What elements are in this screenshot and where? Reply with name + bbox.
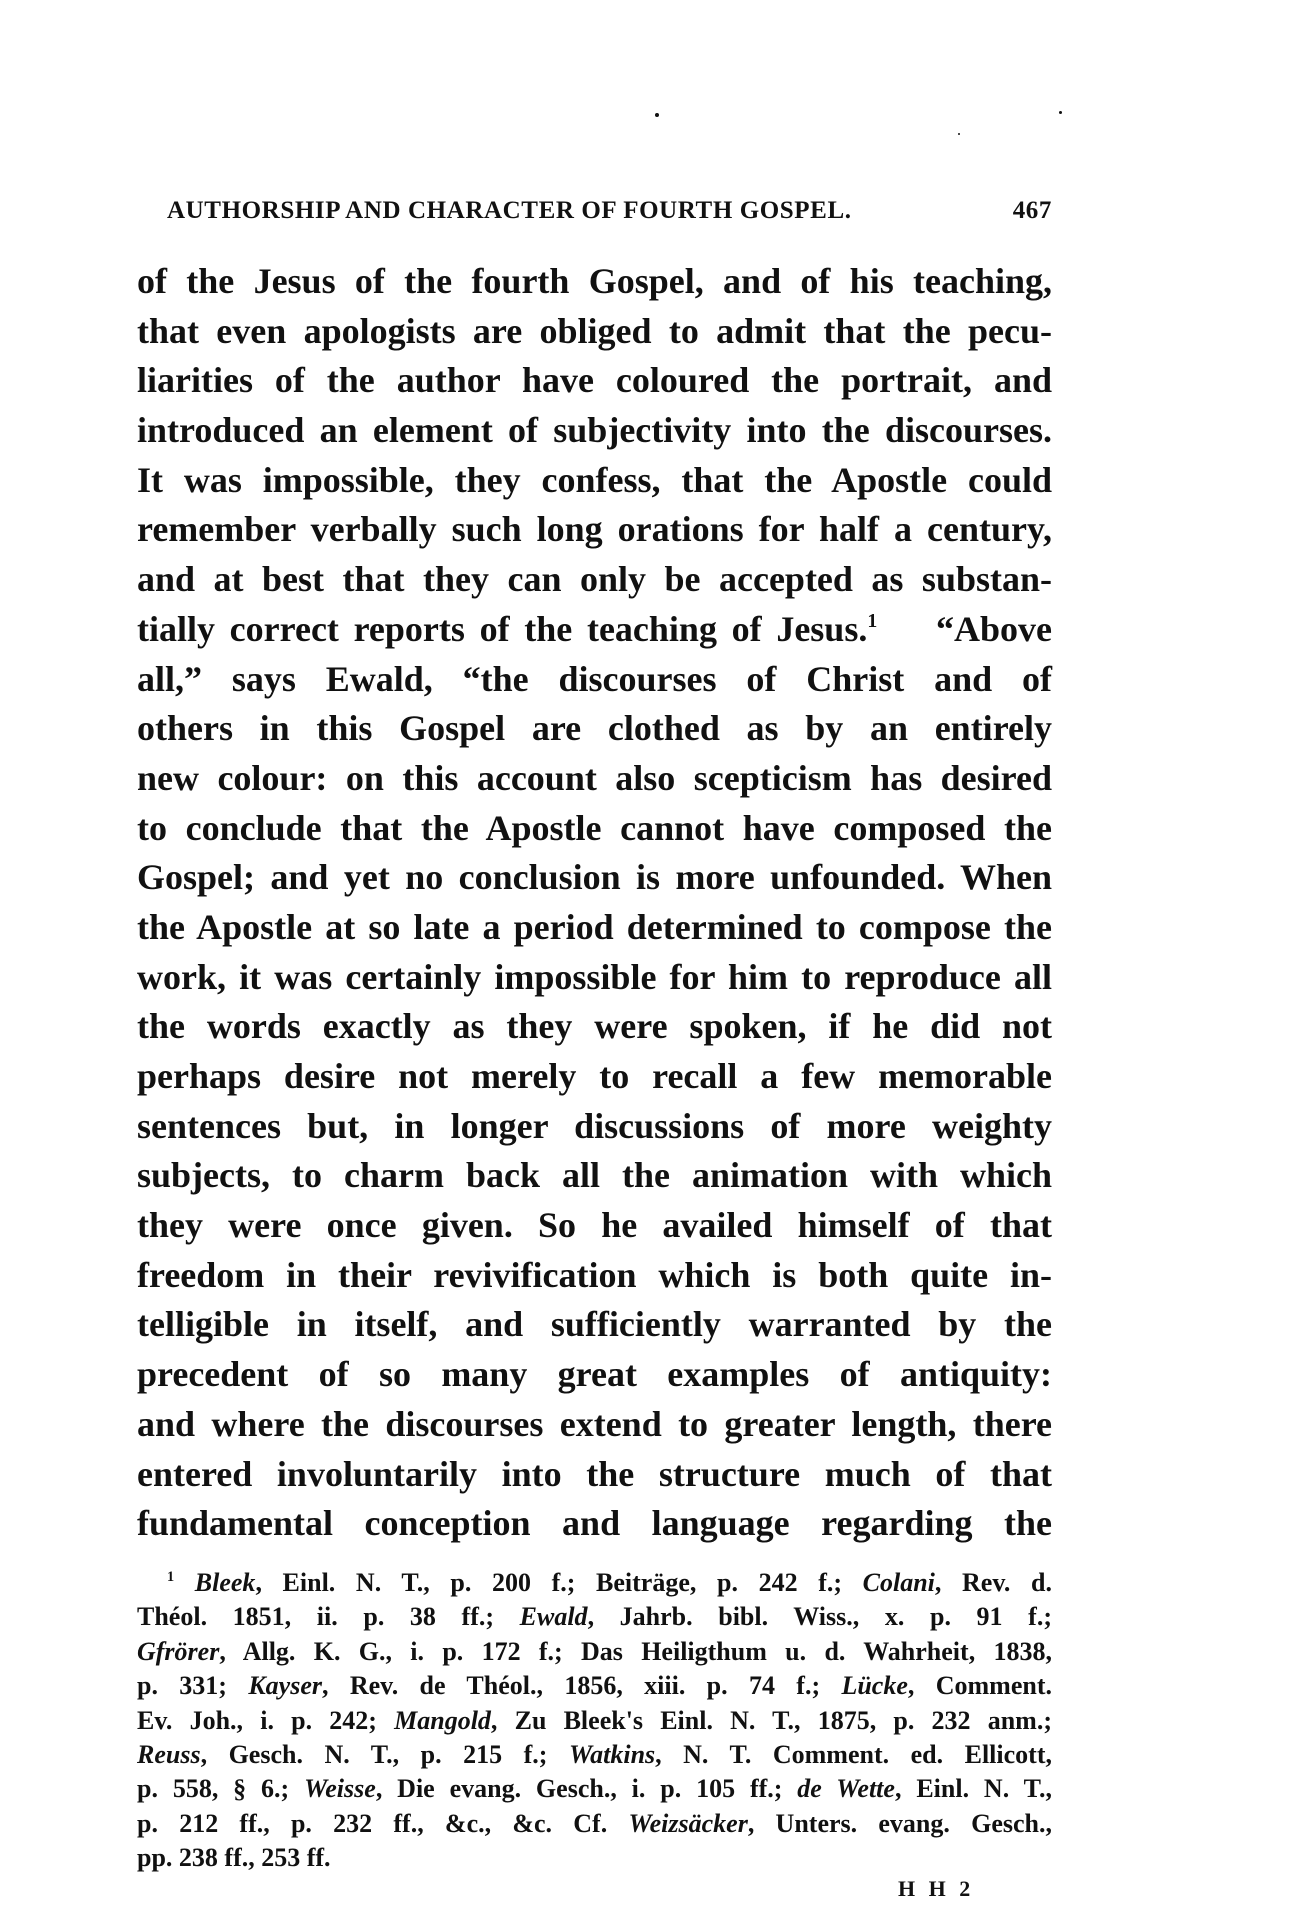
footnote-marker: 1 bbox=[167, 1569, 175, 1585]
running-title: AUTHORSHIP AND CHARACTER OF FOURTH GOSPEL. bbox=[167, 197, 852, 224]
body-line: perhaps desire not merely to recall a few memorable bbox=[137, 1056, 1052, 1096]
cited-author: Watkins bbox=[568, 1739, 656, 1769]
scan-speck bbox=[1059, 111, 1062, 114]
footnote-line: Théol. 1851, ii. p. 38 ff.; Ewald, Jahrb. bibl. Wiss., x. p. 91 f.; bbox=[137, 1602, 1052, 1632]
cited-author: Weisse bbox=[304, 1774, 376, 1804]
scan-speck bbox=[958, 133, 960, 135]
body-line: remember verbally such long orations for half a century, bbox=[137, 509, 1052, 550]
cited-author: Colani bbox=[862, 1568, 935, 1597]
signature-mark: H H 2 bbox=[898, 1876, 975, 1901]
body-line: all,” says Ewald, “the discourses of Christ and of bbox=[137, 658, 1052, 699]
body-line: subjects, to charm back all the animation with which bbox=[137, 1155, 1052, 1196]
footnote-reference[interactable]: 1 bbox=[867, 609, 878, 632]
body-line: the Apostle at so late a period determined to compose the bbox=[137, 906, 1052, 947]
footnotes bbox=[137, 1566, 1052, 1876]
scan-speck bbox=[655, 113, 659, 117]
footnote-line: pp. 238 ff., 253 ff. bbox=[137, 1843, 331, 1873]
body-line: tially correct reports of the teaching of Jesus.$^1$ “Above bbox=[137, 608, 1053, 649]
footnote-line: $^1$ Bleek, Einl. N. T., p. 200 f.; Beiträge, p. 242 f.; Colani, Rev. d. bbox=[167, 1568, 1052, 1597]
body-line: sentences but, in longer discussions of more weighty bbox=[137, 1105, 1052, 1146]
body-line: liarities of the author have coloured the portrait, and bbox=[137, 360, 1052, 401]
body-line: Gospel; and yet no conclusion is more unfounded. When bbox=[137, 857, 1052, 898]
cited-author: Kayser bbox=[248, 1671, 322, 1701]
cited-author: de Wette bbox=[797, 1774, 895, 1804]
cited-author: Reuss bbox=[137, 1739, 201, 1769]
body-line: telligible in itself, and sufficiently warranted by the bbox=[137, 1304, 1052, 1345]
cited-author: Mangold bbox=[394, 1705, 491, 1735]
footnote-line: Gfrörer, Allg. K. G., i. p. 172 f.; Das Heiligthum u. d. Wahrheit, 1838, bbox=[137, 1636, 1052, 1666]
cited-author: Bleek bbox=[194, 1568, 256, 1597]
body-line: that even apologists are obliged to admit that the pecu- bbox=[137, 310, 1052, 351]
body-line: to conclude that the Apostle cannot have composed the bbox=[137, 807, 1052, 848]
body-line: and where the discourses extend to greater length, there bbox=[137, 1403, 1052, 1444]
body-line: entered involuntarily into the structure much of that bbox=[137, 1453, 1052, 1494]
body-line: and at best that they can only be accepted as substan- bbox=[137, 559, 1052, 600]
body-line: they were once given. So he availed himself of that bbox=[137, 1205, 1052, 1246]
body-line: fundamental conception and language regarding the bbox=[137, 1503, 1052, 1544]
body-line: others in this Gospel are clothed as by an entirely bbox=[137, 708, 1052, 749]
page-number: 467 bbox=[1012, 197, 1052, 224]
body-line: It was impossible, they confess, that the Apostle could bbox=[137, 459, 1052, 500]
footnote-line: Ev. Joh., i. p. 242; Mangold, Zu Bleek's Einl. N. T., 1875, p. 232 anm.; bbox=[137, 1705, 1052, 1735]
cited-author: Gfrörer bbox=[137, 1636, 220, 1666]
body-line: introduced an element of subjectivity into the discourses. bbox=[137, 410, 1052, 451]
footnote-line: p. 212 ff., p. 232 ff., &c., &c. Cf. Weizsäcker, Unters. evang. Gesch., bbox=[137, 1808, 1052, 1838]
body-line: new colour: on this account also scepticism has desired bbox=[137, 757, 1052, 798]
footnote-line: Reuss, Gesch. N. T., p. 215 f.; Watkins, N. T. Comment. ed. Ellicott, bbox=[137, 1739, 1052, 1769]
body-line: work, it was certainly impossible for him to reproduce all bbox=[137, 956, 1052, 997]
body-line: freedom in their revivification which is both quite in- bbox=[137, 1254, 1052, 1295]
footnote-line: p. 558, § 6.; Weisse, Die evang. Gesch., i. p. 105 ff.; de Wette, Einl. N. T., bbox=[137, 1774, 1053, 1804]
cited-author: Ewald bbox=[519, 1602, 588, 1632]
body-line: of the Jesus of the fourth Gospel, and of his teaching, bbox=[137, 261, 1052, 301]
cited-author: Weizsäcker bbox=[628, 1808, 748, 1838]
footnote-line: p. 331; Kayser, Rev. de Théol., 1856, xiii. p. 74 f.; Lücke, Comment. bbox=[137, 1671, 1052, 1701]
body-text bbox=[137, 257, 1052, 1549]
body-line: the words exactly as they were spoken, if he did not bbox=[137, 1006, 1052, 1047]
cited-author: Lücke bbox=[841, 1671, 908, 1701]
body-line: precedent of so many great examples of antiquity: bbox=[137, 1354, 1052, 1395]
